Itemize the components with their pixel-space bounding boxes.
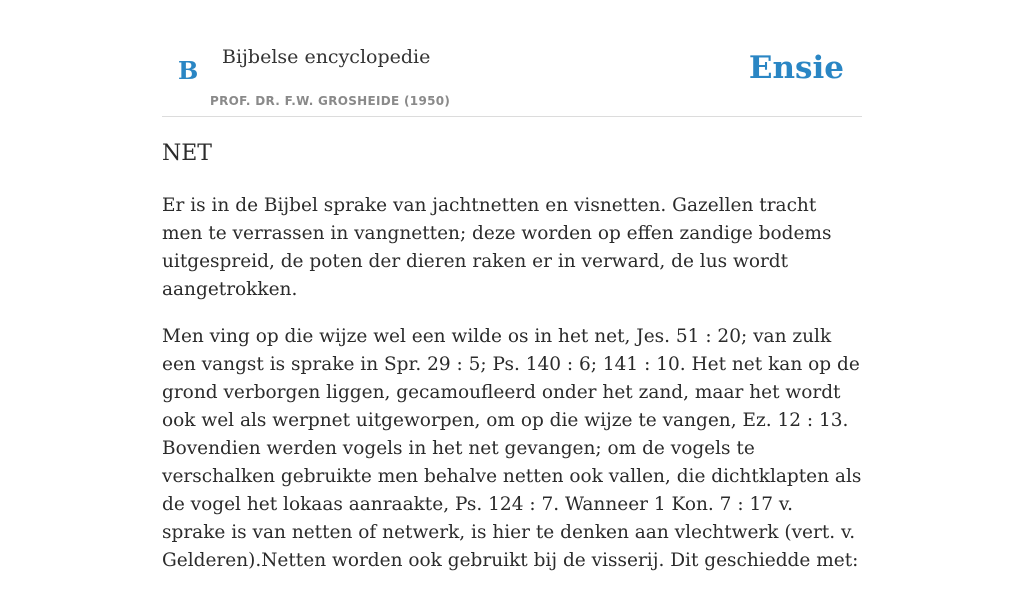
entry-paragraph: Men ving op die wijze wel een wilde os in het net, Jes. 51 : 20; van zulk een vangst is sprake in Spr. 29 : 5; Ps. 140 : 6; 141 : 10. Het net kan op de grond verborgen liggen, gecamoufleerd onder het zand, maar het wordt ook wel als werpnet uitgeworpen, om op die wijze te vangen, Ez. 12 : 13. Bovendien werden vogels in het net gevangen; om de vogels te verschalken gebruikte men behalve netten ook vallen, die dichtklapten als de vogel het lokaas aanraakte, Ps. 124 : 7. Wanneer 1 Kon. 7 : 17 v. sprake is van netten of netwerk, is hier te denken aan vlechtwerk (vert. v. Gelderen).Netten worden ook gebruikt bij de visserij. Dit geschiedde met: [162,326,862,571]
encyclopedia-logo-letter[interactable]: B [178,56,199,85]
encyclopedia-author: PROF. DR. F.W. GROSHEIDE (1950) [210,94,451,108]
entry-content [162,192,862,594]
ensie-brand-logo[interactable]: Ensie [748,50,844,86]
site-header [162,0,862,117]
entry-title: NET [162,141,212,166]
entry-paragraph: Er is in de Bijbel sprake van jachtnetten en visnetten. Gazellen tracht men te verrassen in vangnetten; deze worden op effen zandige bodems uitgespreid, de poten der dieren raken er in verward, de lus wordt aangetrokken. [162,195,832,300]
encyclopedia-title[interactable]: Bijbelse encyclopedie [222,46,431,68]
